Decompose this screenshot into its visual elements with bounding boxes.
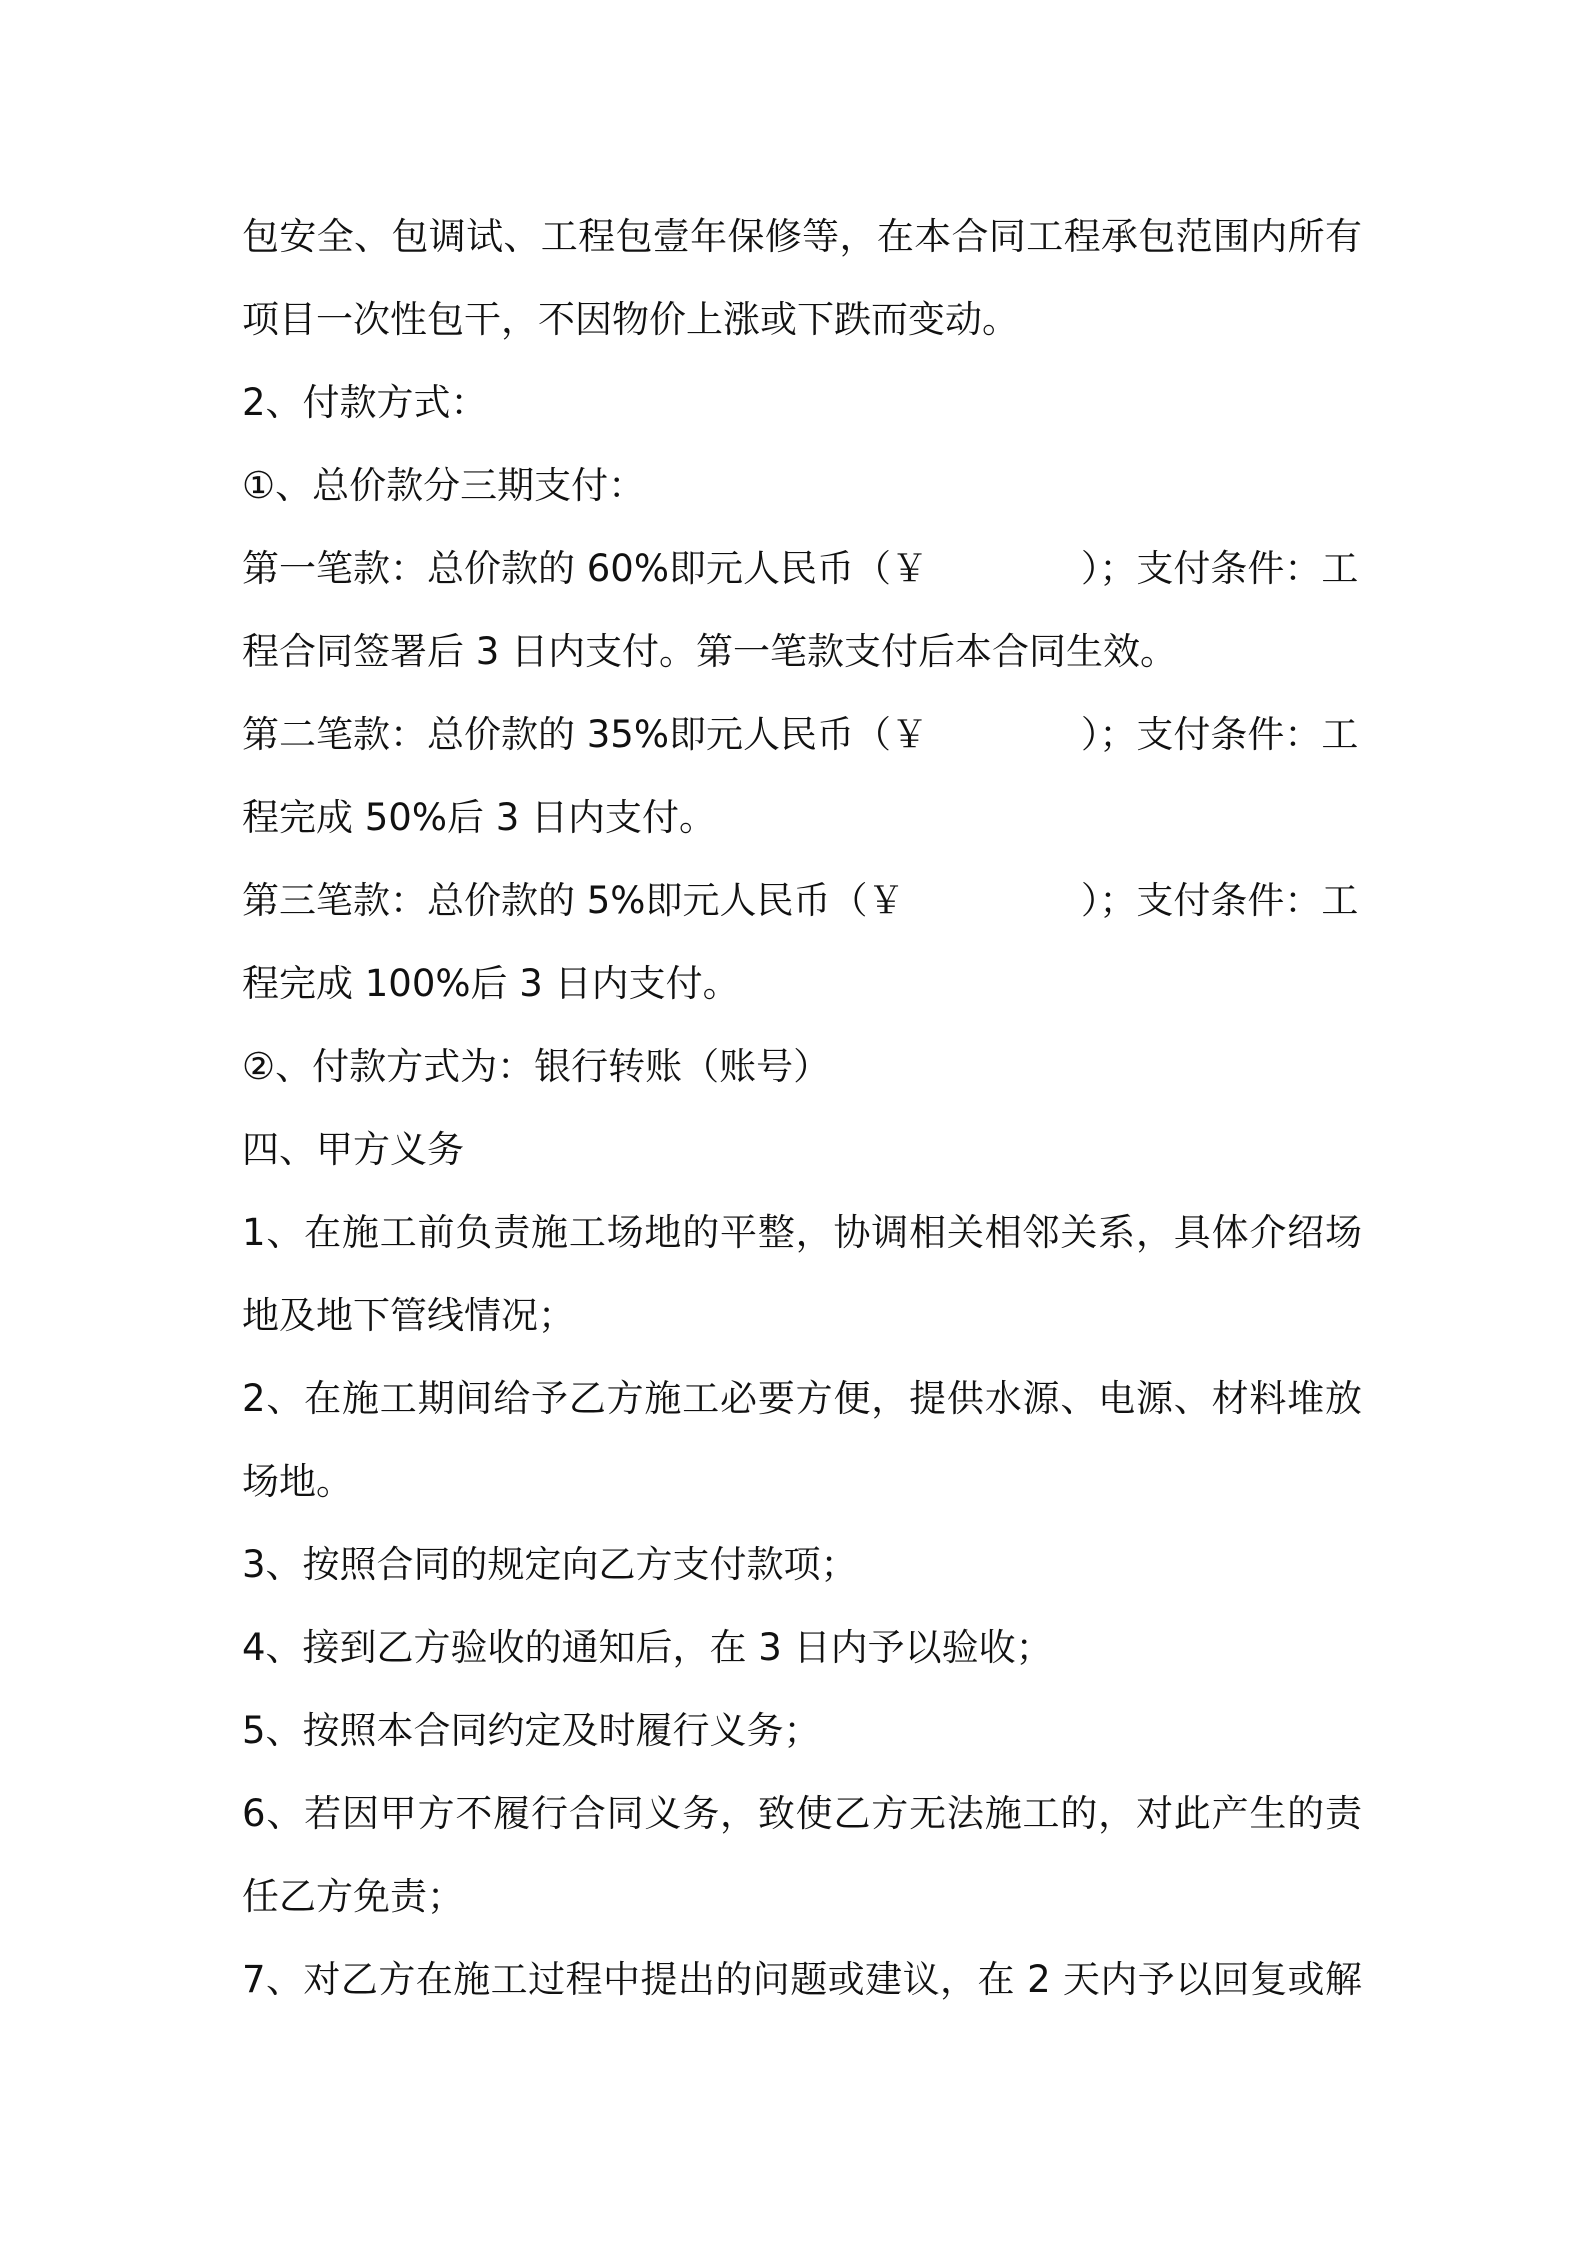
text-line: 4、接到乙方验收的通知后，在 3 日内予以验收； (242, 1626, 1053, 1669)
text-line: 3、按照合同的规定向乙方支付款项； (242, 1543, 858, 1586)
text-line: 5、按照本合同约定及时履行义务； (242, 1709, 821, 1752)
text-line: 任乙方免责； (242, 1875, 464, 1918)
text-line: 地及地下管线情况； (242, 1294, 575, 1337)
section-heading: 四、甲方义务 (242, 1128, 464, 1171)
payment-line-second: 第二笔款：总价款的 35%即元人民币（￥ ）；支付条件：工 (242, 713, 1359, 756)
payment-line-first: 第一笔款：总价款的 60%即元人民币（￥ ）；支付条件：工 (242, 547, 1359, 590)
payment-line-third: 第三笔款：总价款的 5%即元人民币（￥ ）；支付条件：工 (242, 879, 1359, 922)
text-line: ②、付款方式为：银行转账（账号） (242, 1045, 831, 1088)
section-heading: 2、付款方式： (242, 381, 488, 424)
text-line: ①、总价款分三期支付： (242, 464, 646, 507)
text-line: 6、若因甲方不履行合同义务，致使乙方无法施工的，对此产生的责 (242, 1792, 1362, 1835)
text-line: 1、在施工前负责施工场地的平整，协调相关相邻关系，具体介绍场 (242, 1211, 1362, 1254)
text-line: 程合同签署后 3 日内支付。第一笔款支付后本合同生效。 (242, 630, 1178, 673)
text-line: 场地。 (242, 1460, 353, 1503)
text-line: 包安全、包调试、工程包壹年保修等，在本合同工程承包范围内所有 (242, 215, 1362, 258)
document-body (242, 195, 1362, 2021)
text-line: 项目一次性包干，不因物价上涨或下跌而变动。 (242, 298, 1019, 341)
text-line: 程完成 50%后 3 日内支付。 (242, 796, 717, 839)
text-line: 程完成 100%后 3 日内支付。 (242, 962, 740, 1005)
text-line: 7、对乙方在施工过程中提出的问题或建议，在 2 天内予以回复或解 (242, 1958, 1362, 2001)
text-line: 2、在施工期间给予乙方施工必要方便，提供水源、电源、材料堆放 (242, 1377, 1362, 1420)
